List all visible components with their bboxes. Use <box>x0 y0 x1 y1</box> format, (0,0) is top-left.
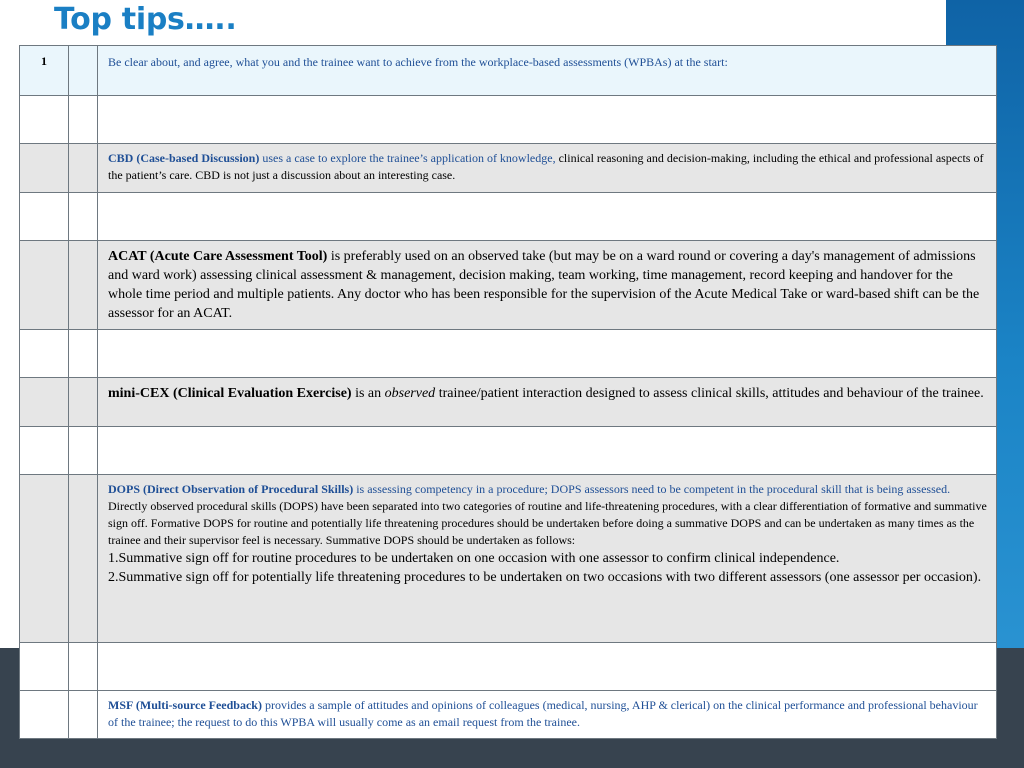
table-cell <box>20 378 69 427</box>
table-cell <box>69 330 98 378</box>
table-cell <box>69 144 98 193</box>
page-title: Top tips….. <box>54 2 237 37</box>
table-row <box>20 241 997 330</box>
table-cell <box>69 427 98 475</box>
table-cell <box>20 193 69 241</box>
minicex-text-b: trainee/patient interaction designed to assess clinical skills, attitudes and behaviour of the trainee. <box>435 386 984 401</box>
table-row <box>20 378 997 427</box>
table-cell <box>20 144 69 193</box>
dops-blue-text: is assessing competency in a procedure; DOPS assessors need to be competent in the procedural skill that is being assessed. <box>353 482 951 496</box>
msf-term: MSF (Multi-source Feedback) <box>108 698 262 712</box>
table-cell <box>20 691 69 739</box>
table-cell <box>69 96 98 144</box>
minicex-term: mini-CEX (Clinical Evaluation Exercise) <box>108 386 352 401</box>
cbd-blue-text: uses a case to explore the trainee’s application of knowledge, <box>259 151 556 165</box>
cbd-text: clinical reasoning and decision-making, including the ethical and professional aspects of the patient’s care. CBD is not just a discussion about an interesting case. <box>108 151 984 182</box>
college-brand-text: Royal College <box>104 676 256 701</box>
table-row <box>20 475 997 643</box>
table-cell <box>20 241 69 330</box>
dops-paragraph: Directly observed procedural skills (DOPS) have been separated into two categories of routine and life-threatening procedures, with a clear differentiation of formative and summative sign off. Formative DOPS for routine and potentially life threatening procedures should be undertaken before doing a summative DOPS and can be undertaken as many times as the trainee and their supervisor feel is necessary. Summative DOPS should be undertaken as follows: <box>108 499 987 547</box>
dops-item-2: 2.Summative sign off for potentially life threatening procedures to be undertaken on two occasions with two different assessors (one assessor per occasion). <box>108 570 982 585</box>
table-row <box>20 427 997 475</box>
tip-dops <box>98 475 997 643</box>
table-row <box>20 46 997 96</box>
tip-wpba-agreement: Be clear about, and agree, what you and the trainee want to achieve from the workplace-based assessments (WPBAs) at the start: <box>98 46 997 96</box>
table-cell <box>20 96 69 144</box>
table-cell <box>98 96 997 144</box>
table-cell <box>98 643 997 691</box>
table-cell <box>20 475 69 643</box>
table-cell <box>69 378 98 427</box>
table-cell <box>20 643 69 691</box>
tip-acat <box>98 241 997 330</box>
table-cell <box>20 427 69 475</box>
table-cell <box>69 193 98 241</box>
tip-minicex <box>98 378 997 427</box>
dops-term: DOPS (Direct Observation of Procedural Skills) <box>108 482 354 496</box>
table-row <box>20 691 997 739</box>
acat-term: ACAT (Acute Care Assessment Tool) <box>108 249 328 264</box>
table-cell <box>69 241 98 330</box>
table-cell <box>98 330 997 378</box>
table-cell <box>69 691 98 739</box>
table-row <box>20 643 997 691</box>
table-row <box>20 96 997 144</box>
table-cell <box>69 475 98 643</box>
tip-msf <box>98 691 997 739</box>
table-cell <box>69 46 98 96</box>
acat-text: is preferably used on an observed take (but may be on a ward round or covering a day's management of admissions and ward work) assessing clinical assessment & management, decision making, team working, time management, record keeping and handover for the whole time period and multiple patients. Any doctor who has been responsible for the supervision of the Acute Medical Take or ward-based shift can be the assessor for an ACAT. <box>108 249 980 321</box>
table-cell <box>20 330 69 378</box>
table-row <box>20 193 997 241</box>
table-cell <box>69 643 98 691</box>
table-row <box>20 330 997 378</box>
table-row <box>20 144 997 193</box>
msf-text: provides a sample of attitudes and opinions of colleagues (medical, nursing, AHP & clerical) on the clinical performance and professional behaviour of the trainee; the request to do this WPBA will usually come as an email request from the trainee. <box>108 698 978 729</box>
table-cell <box>98 193 997 241</box>
dops-item-1: 1.Summative sign off for routine procedures to be undertaken on one occasion with one assessor to confirm clinical independence. <box>108 551 840 566</box>
tip-cbd <box>98 144 997 193</box>
minicex-emphasis: observed <box>384 386 436 401</box>
table-cell <box>98 427 997 475</box>
minicex-text-a: is an <box>351 386 385 401</box>
row-number: 1 <box>20 46 69 96</box>
tips-table <box>19 45 997 739</box>
cbd-term: CBD (Case-based Discussion) <box>108 151 260 165</box>
